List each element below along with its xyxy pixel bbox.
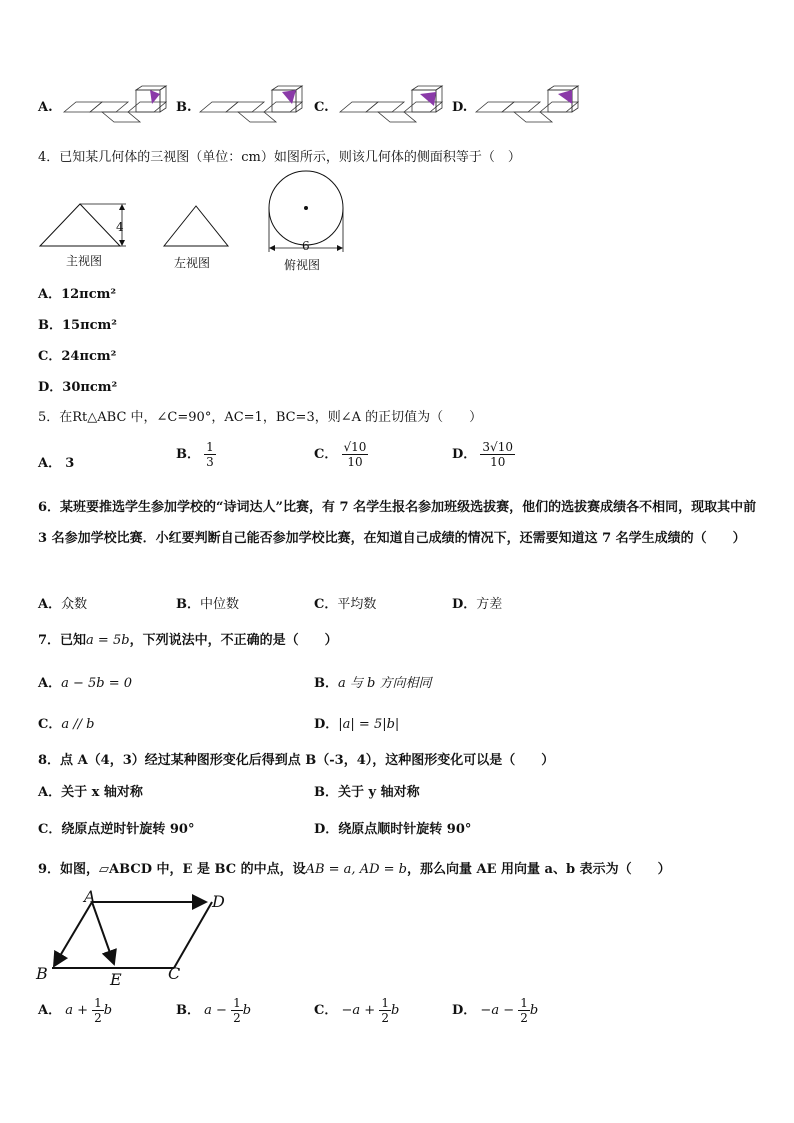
q7-stem-prefix: 7．已知 bbox=[38, 633, 87, 648]
numerator: 1 bbox=[520, 996, 528, 1010]
q4-option-c-text: 24πcm² bbox=[61, 349, 117, 364]
q3-net-b bbox=[198, 86, 308, 128]
q4-option-c bbox=[38, 345, 116, 364]
denominator: 3 bbox=[206, 455, 214, 469]
q9-option-a-pre: a + bbox=[65, 1003, 89, 1018]
q5-option-c bbox=[314, 440, 368, 469]
q4-front-caption: 主视图 bbox=[66, 254, 103, 268]
q7-option-a bbox=[38, 672, 132, 691]
q7-stem-suffix: ，下列说法中，不正确的是（ ） bbox=[129, 633, 338, 648]
q4-option-d-label: D． bbox=[38, 380, 63, 395]
numerator: 1 bbox=[381, 996, 389, 1010]
q9-option-d-fraction bbox=[518, 996, 530, 1025]
q7-option-d-label: D． bbox=[314, 717, 339, 732]
q5-option-b bbox=[176, 440, 216, 469]
q3-option-d-label: D. bbox=[452, 100, 468, 115]
q7-option-a-text: a − 5b = 0 bbox=[61, 676, 133, 691]
q9-option-b-fraction bbox=[231, 996, 243, 1025]
q9-option-d bbox=[452, 996, 538, 1025]
q5-option-a-label: A． bbox=[38, 456, 62, 471]
q9-option-b-post: b bbox=[242, 1003, 252, 1018]
q8-option-d-text: 绕原点顺时针旋转 90° bbox=[338, 822, 472, 837]
q7-option-d bbox=[314, 713, 399, 732]
q6-option-a bbox=[38, 593, 87, 612]
q7-option-c-label: C． bbox=[38, 717, 62, 732]
q7-stem bbox=[38, 629, 338, 648]
q6-option-a-text: 众数 bbox=[61, 597, 88, 612]
q8-option-d-label: D． bbox=[314, 822, 339, 837]
q8-option-c-label: C． bbox=[38, 822, 62, 837]
q9-stem-prefix: 9．如图， bbox=[38, 862, 100, 877]
q4-option-c-label: C． bbox=[38, 349, 62, 364]
q4-option-d bbox=[38, 376, 117, 395]
q9-option-d-pre: −a − bbox=[480, 1003, 515, 1018]
q4-option-b-text: 15πcm² bbox=[62, 318, 117, 333]
q4-option-a bbox=[38, 283, 116, 302]
denominator: 2 bbox=[94, 1011, 102, 1025]
q4-option-b-label: B． bbox=[38, 318, 62, 333]
q9-point-e: E bbox=[110, 970, 122, 989]
q3-net-d bbox=[474, 86, 584, 128]
q9-stem bbox=[38, 858, 671, 877]
q3-option-c-label: C. bbox=[314, 100, 329, 115]
denominator: 10 bbox=[490, 455, 506, 469]
q3-net-c bbox=[338, 86, 448, 128]
numerator: 1 bbox=[94, 996, 102, 1010]
q9-stem-suffix: ，那么向量 AE 用向量 a、b 表示为（ ） bbox=[406, 862, 671, 877]
q5-option-a-text: 3 bbox=[65, 456, 75, 471]
q7-option-b-label: B． bbox=[314, 676, 338, 691]
q3-option-b-label: B. bbox=[176, 100, 192, 115]
q9-point-d: D bbox=[212, 892, 225, 911]
q9-option-a-fraction bbox=[92, 996, 104, 1025]
q9-option-b-pre: a − bbox=[204, 1003, 227, 1018]
q6-option-b-label: B． bbox=[176, 597, 200, 612]
q9-option-a bbox=[38, 996, 112, 1025]
q4-option-a-label: A． bbox=[38, 287, 62, 302]
q7-option-b-text: a 与 b 方向相同 bbox=[338, 676, 432, 691]
q7-option-c bbox=[38, 713, 94, 732]
q4-option-d-text: 30πcm² bbox=[62, 380, 118, 395]
q9-option-a-post: b bbox=[103, 1003, 113, 1018]
q6-option-d bbox=[452, 593, 502, 612]
q9-parallelogram-figure bbox=[36, 886, 236, 986]
q5-option-c-fraction bbox=[342, 440, 369, 469]
q5-option-a bbox=[38, 452, 74, 471]
q4-option-b bbox=[38, 314, 117, 333]
q7-option-a-label: A． bbox=[38, 676, 62, 691]
q6-option-c-text: 平均数 bbox=[337, 597, 377, 612]
q5-option-b-label: B． bbox=[176, 447, 200, 462]
q6-option-d-label: D． bbox=[452, 597, 477, 612]
q6-option-b bbox=[176, 593, 239, 612]
q9-option-b bbox=[176, 996, 251, 1025]
q9-option-a-label: A． bbox=[38, 1003, 62, 1018]
q8-option-b-label: B． bbox=[314, 785, 338, 800]
q9-option-c-label: C． bbox=[314, 1003, 338, 1018]
q8-option-c bbox=[38, 818, 194, 837]
q8-option-d bbox=[314, 818, 471, 837]
q4-option-a-text: 12πcm² bbox=[61, 287, 117, 302]
q9-stem-parallelogram: ▱ABCD 中，E 是 BC 的中点，设 bbox=[99, 862, 306, 877]
q9-option-d-post: b bbox=[529, 1003, 539, 1018]
q5-option-d bbox=[452, 440, 515, 469]
q7-stem-math: a = 5b bbox=[86, 633, 130, 648]
q9-point-c: C bbox=[168, 964, 181, 983]
q7-option-b bbox=[314, 672, 431, 691]
q9-point-a: A bbox=[84, 887, 96, 906]
q9-stem-vectors: AB = a, AD = b bbox=[305, 862, 407, 877]
q6-option-d-text: 方差 bbox=[476, 597, 503, 612]
q5-option-d-label: D． bbox=[452, 447, 477, 462]
denominator: 10 bbox=[347, 455, 363, 469]
q3-option-a-label: A. bbox=[38, 100, 53, 115]
numerator: √10 bbox=[343, 440, 367, 454]
q8-option-a-text: 关于 x 轴对称 bbox=[61, 785, 143, 800]
denominator: 2 bbox=[381, 1011, 389, 1025]
denominator: 2 bbox=[520, 1011, 528, 1025]
q4-top-caption: 俯视图 bbox=[284, 258, 321, 272]
q9-option-d-label: D． bbox=[452, 1003, 477, 1018]
denominator: 2 bbox=[233, 1011, 241, 1025]
q9-option-c-post: b bbox=[390, 1003, 400, 1018]
q8-option-b-text: 关于 y 轴对称 bbox=[338, 785, 420, 800]
q6-option-a-label: A． bbox=[38, 597, 62, 612]
q4-front-height-label: 4 bbox=[116, 220, 124, 234]
q5-option-b-fraction bbox=[204, 440, 216, 469]
numerator: 1 bbox=[233, 996, 241, 1010]
q4-stem: 4．已知某几何体的三视图（单位：cm）如图所示，则该几何体的侧面积等于（ ） bbox=[38, 150, 521, 165]
q8-option-b bbox=[314, 781, 420, 800]
q6-option-c bbox=[314, 593, 376, 612]
q6-option-b-text: 中位数 bbox=[200, 597, 240, 612]
q6-stem: 6．某班要推选学生参加学校的“诗词达人”比赛，有 7 名学生报名参加班级选拔赛，他们的选拔赛成绩各不相同，现取其中前 3 名参加学校比赛．小红要判断自己能否参加学校比赛，在知道自己成绩的情况下，还需要知道这 7 名学生成绩的（ ） bbox=[38, 500, 757, 546]
q4-top-width-label: 6 bbox=[302, 239, 310, 253]
q8-option-a bbox=[38, 781, 143, 800]
q5-option-d-fraction bbox=[480, 440, 515, 469]
q5-stem: 5．在Rt△ABC 中，∠C=90°，AC=1，BC=3，则∠A 的正切值为（ ） bbox=[38, 410, 483, 425]
q9-option-c-pre: −a + bbox=[341, 1003, 376, 1018]
q9-option-c bbox=[314, 996, 399, 1025]
q9-point-b: B bbox=[36, 964, 48, 983]
q7-option-d-text: |a| = 5|b| bbox=[338, 717, 400, 732]
q8-stem: 8．点 A（4，3）经过某种图形变化后得到点 B（-3，4），这种图形变化可以是（ ） bbox=[38, 753, 555, 768]
q7-option-c-text: a // b bbox=[61, 717, 95, 732]
q6-option-c-label: C． bbox=[314, 597, 338, 612]
q3-net-a bbox=[62, 86, 172, 128]
q8-option-c-text: 绕原点逆时针旋转 90° bbox=[61, 822, 195, 837]
q4-left-caption: 左视图 bbox=[174, 256, 211, 270]
q4-left-view bbox=[162, 202, 232, 248]
q9-option-c-fraction bbox=[379, 996, 391, 1025]
numerator: 3√10 bbox=[482, 440, 513, 454]
q8-option-a-label: A． bbox=[38, 785, 62, 800]
q5-option-c-label: C． bbox=[314, 447, 338, 462]
q9-option-b-label: B． bbox=[176, 1003, 200, 1018]
numerator: 1 bbox=[206, 440, 214, 454]
